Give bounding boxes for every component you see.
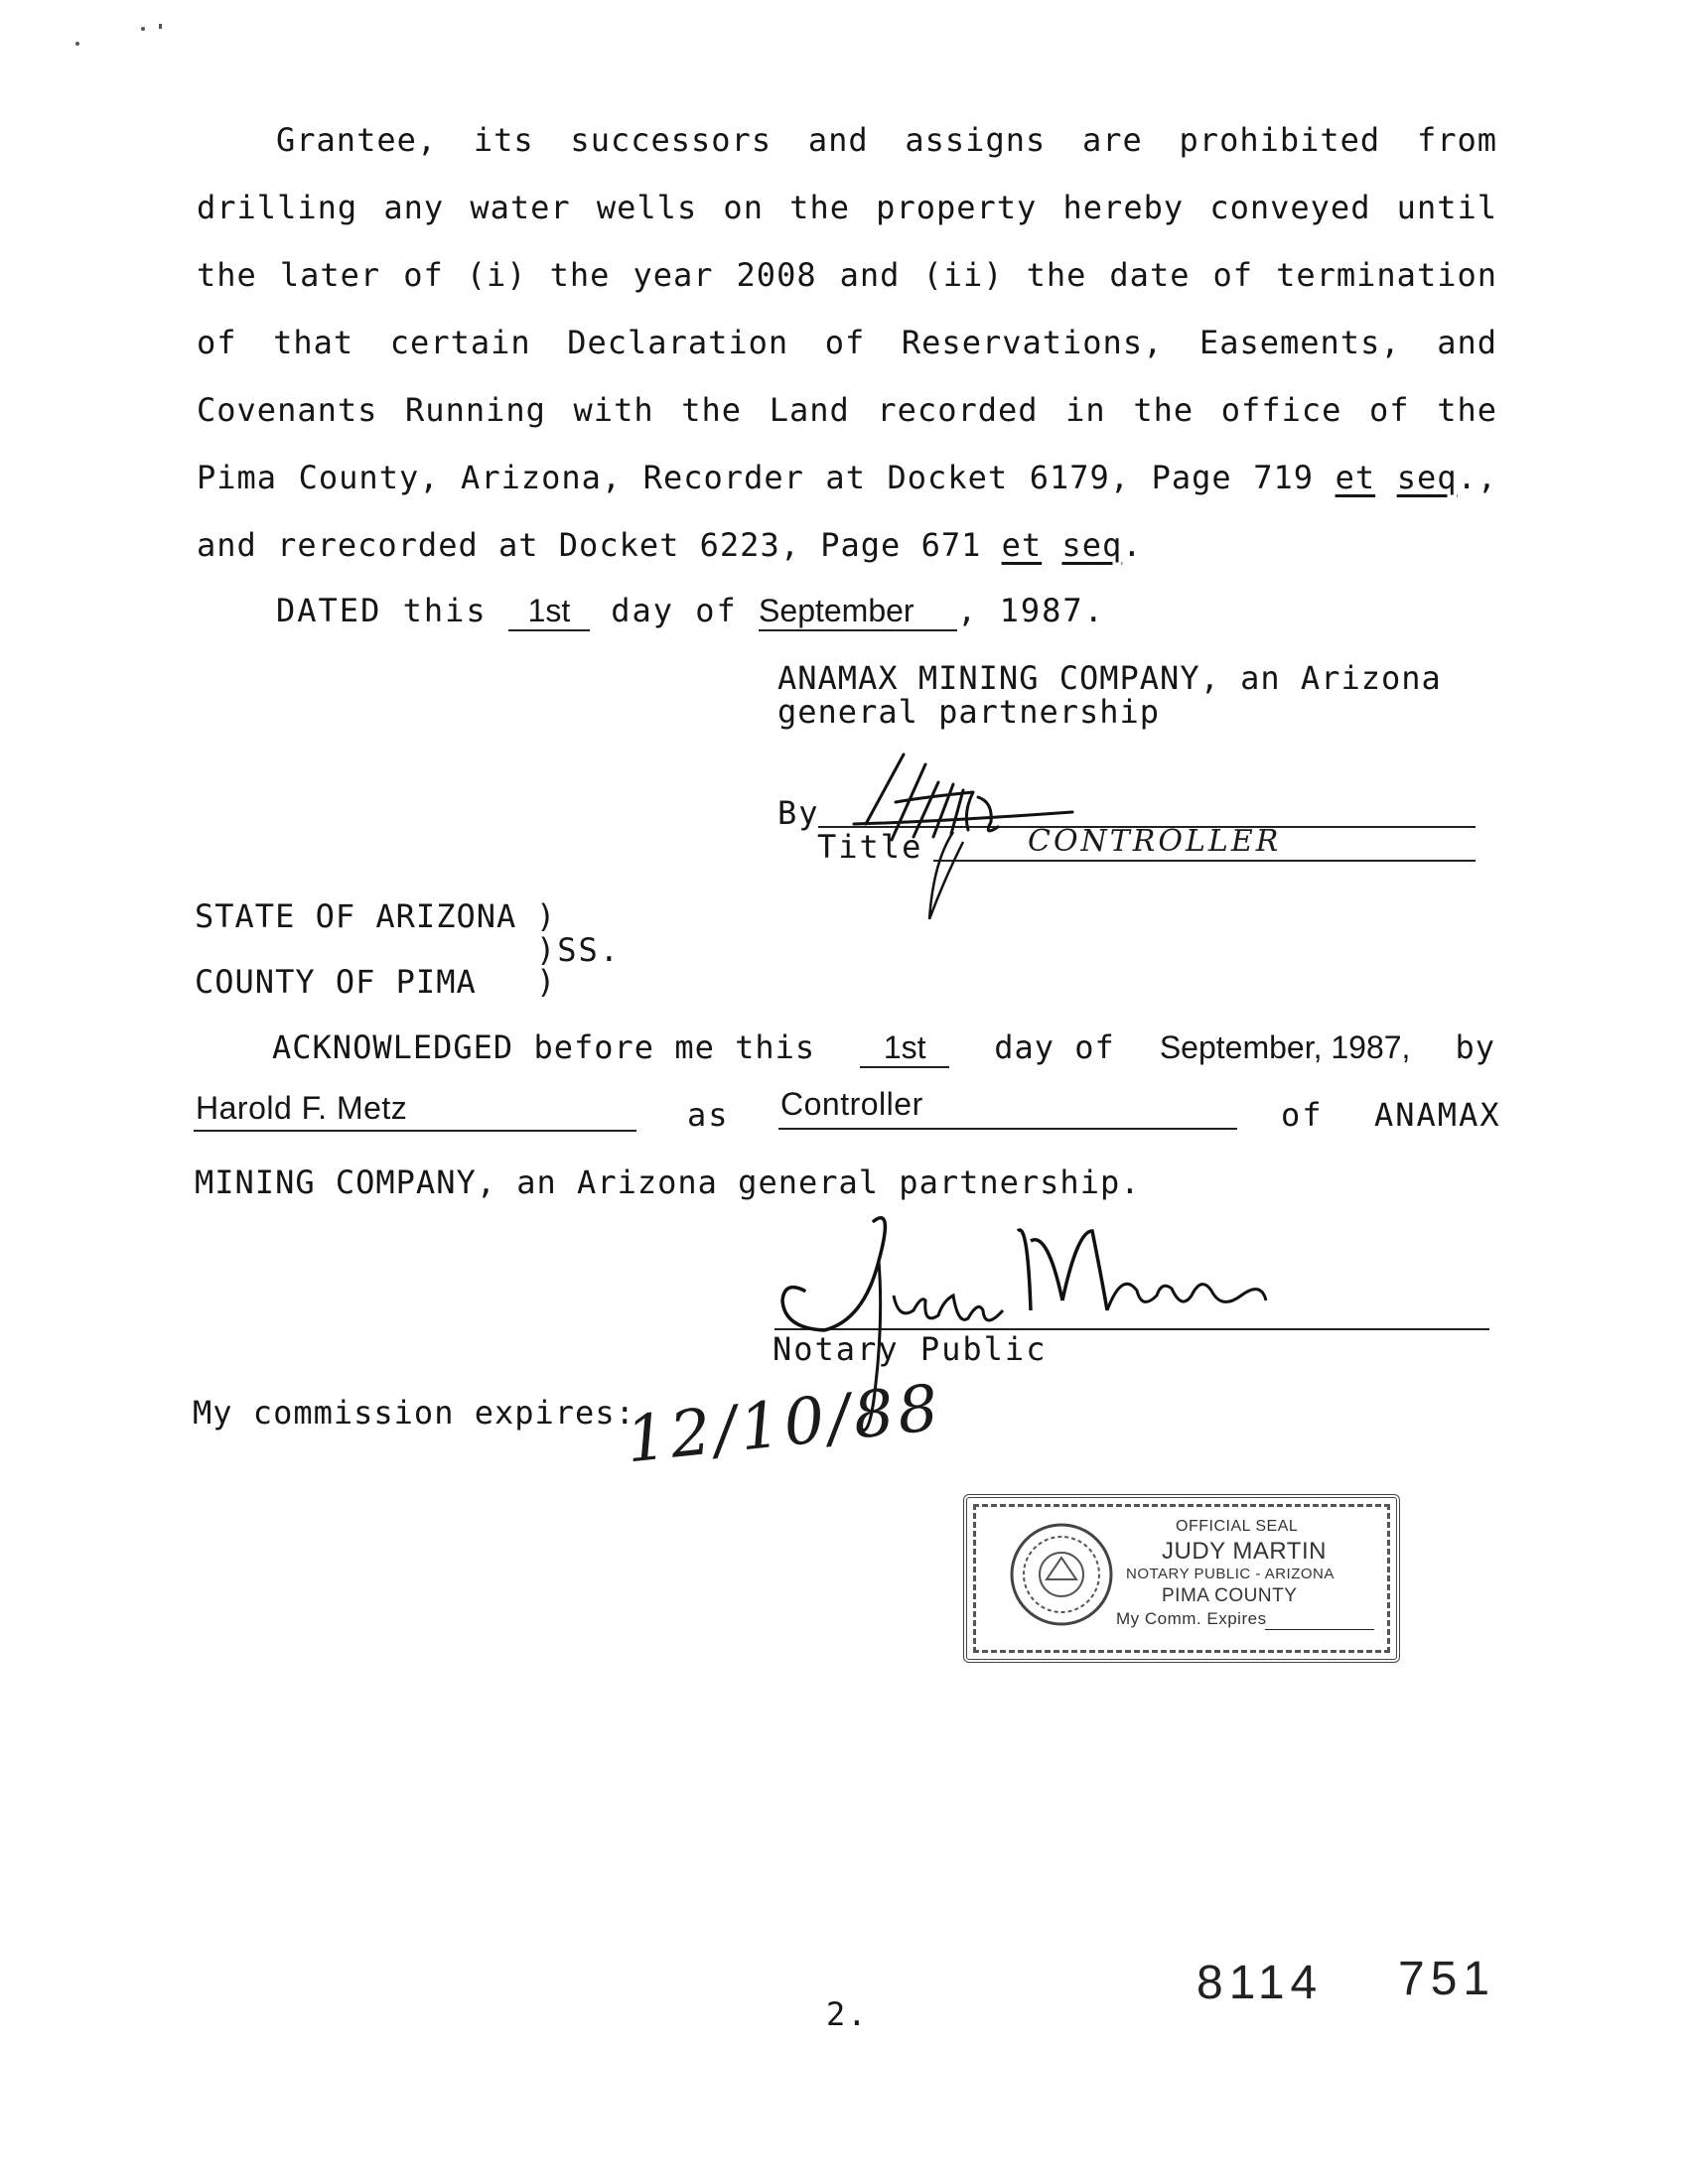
paragraph-line: drilling any water wells on the property hereby conveyed until <box>197 189 1497 226</box>
ack-month-year: September, 1987, <box>1159 1029 1411 1065</box>
ack-company-a: ANAMAX <box>1374 1096 1501 1134</box>
dated-middle: day of <box>611 592 738 629</box>
paragraph-line <box>197 459 1497 496</box>
seal-line-3: NOTARY PUBLIC - ARIZONA <box>1126 1566 1335 1582</box>
et-seq-seq: seq <box>1061 526 1123 564</box>
ack-by: by <box>1455 1028 1495 1066</box>
grantor-name: ANAMAX MINING COMPANY, an Arizona <box>777 659 1442 697</box>
dated-day: 1st <box>508 593 590 631</box>
rerecorded-reference: and rerecorded at Docket 6223, Page 671 <box>197 526 982 564</box>
signature-text: HFMetz <box>844 743 848 744</box>
seal-line-5: My Comm. Expires <box>1116 1609 1267 1628</box>
dated-month: September <box>759 593 957 631</box>
paragraph-line: Grantee, its successors and assigns are prohibited from <box>276 121 1497 159</box>
dated-suffix: , 1987. <box>957 592 1105 629</box>
venue-ss: )SS. <box>536 931 622 969</box>
commission-date: 12/10/88 <box>623 1371 946 1478</box>
grantor-entity: general partnership <box>777 693 1161 731</box>
paragraph-line <box>197 526 1142 564</box>
title-label: Title <box>817 828 923 866</box>
ack-prefix: ACKNOWLEDGED before me this <box>272 1028 816 1066</box>
ack-of: of <box>1281 1096 1324 1134</box>
et-seq-et: et <box>1335 459 1376 496</box>
recorder-reference: Pima County, Arizona, Recorder at Docket 6179, Page 719 <box>197 459 1315 496</box>
ack-title: Controller <box>780 1086 923 1122</box>
notary-seal-stamp <box>963 1494 1400 1663</box>
title-blank-line <box>778 1128 1237 1130</box>
notary-signature-text: Judy Martin <box>765 1201 772 1202</box>
scan-speck <box>159 24 162 29</box>
by-label: By <box>777 794 820 832</box>
seal-line-2: JUDY MARTIN <box>1162 1538 1327 1565</box>
dated-line <box>276 592 1105 631</box>
et-seq-et: et <box>1001 526 1043 564</box>
seal-emblem-icon <box>1007 1520 1116 1629</box>
punctuation: . <box>1122 526 1143 564</box>
venue-paren: ) <box>536 897 558 935</box>
commission-label: My commission expires: <box>193 1394 635 1432</box>
notary-label: Notary Public <box>773 1330 1048 1368</box>
venue-state: STATE OF ARIZONA <box>195 897 517 935</box>
dated-prefix: DATED this <box>276 592 488 629</box>
name-line <box>194 1130 636 1132</box>
ack-day: 1st <box>860 1029 949 1068</box>
page-number: 2. <box>826 1995 869 2033</box>
docket-number: 8114 <box>1196 1957 1324 2009</box>
ack-company-b: MINING COMPANY, an Arizona general partnership. <box>195 1163 1141 1201</box>
ack-name: Harold F. Metz <box>196 1090 408 1126</box>
ack-middle: day of <box>994 1028 1115 1066</box>
docket-page: 751 <box>1398 1953 1496 2005</box>
et-seq-seq: seq <box>1396 459 1458 496</box>
acknowledgment-line-1 <box>272 1028 1495 1068</box>
paragraph-line: the later of (i) the year 2008 and (ii) the date of termination <box>197 256 1497 294</box>
ack-as: as <box>687 1096 730 1134</box>
seal-line-4: PIMA COUNTY <box>1162 1585 1298 1606</box>
punctuation: ., <box>1457 459 1498 496</box>
scan-speck <box>75 42 79 46</box>
scan-speck <box>141 27 145 31</box>
seal-line-1: OFFICIAL SEAL <box>1176 1518 1299 1535</box>
title-handwritten: CONTROLLER <box>1028 824 1282 859</box>
seal-expiry-line <box>1265 1629 1374 1630</box>
grantor-signature <box>844 743 1082 921</box>
venue-paren: ) <box>536 963 558 1001</box>
paragraph-line: Covenants Running with the Land recorded in the office of the <box>197 391 1497 429</box>
et-seq-tail <box>1397 459 1497 496</box>
venue-county: COUNTY OF PIMA <box>195 963 477 1001</box>
paragraph-line: of that certain Declaration of Reservations, Easements, and <box>197 324 1497 361</box>
